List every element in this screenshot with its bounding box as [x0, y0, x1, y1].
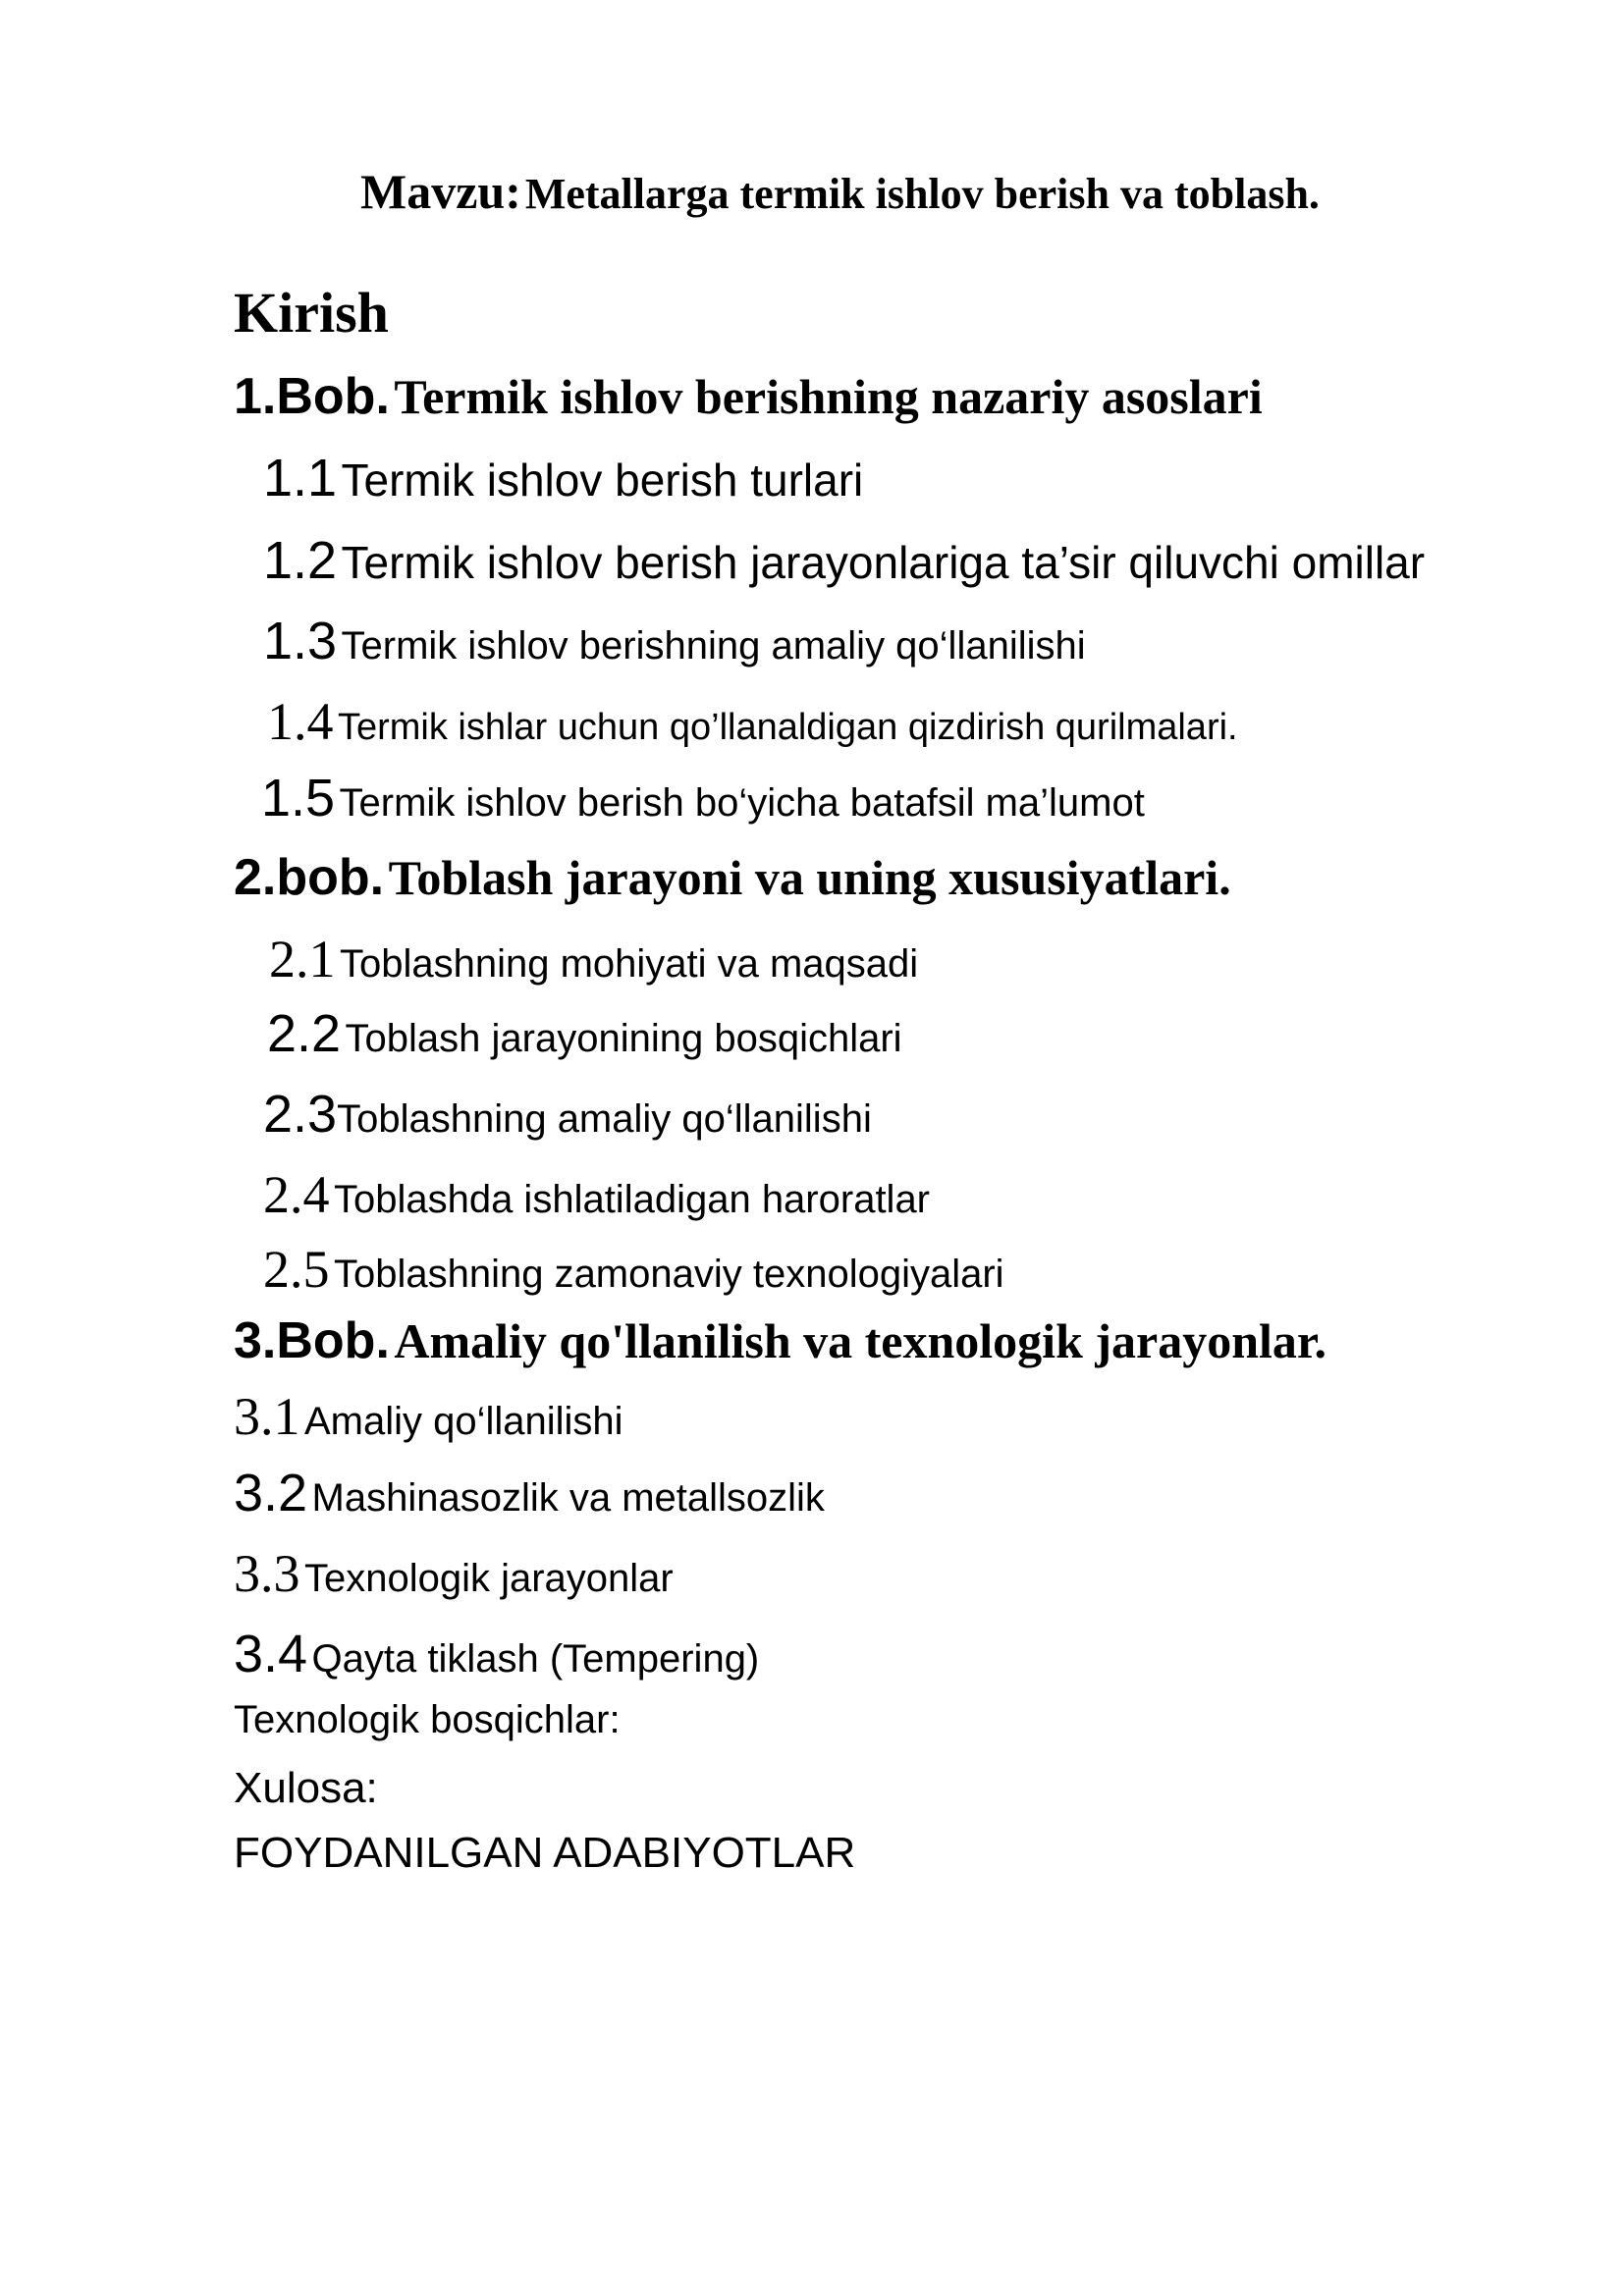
technology-stages-line: Texnologik bosqichlar: [234, 1698, 621, 1741]
section-title: Toblashda ishlatiladigan haroratlar [333, 1178, 931, 1221]
toc-entry [263, 1240, 1004, 1299]
references-heading: FOYDANILGAN ADABIYOTLAR [234, 1829, 856, 1877]
section-title: Termik ishlar uchun qo’llanaldigan qizdirish qurilmalari. [337, 707, 1238, 748]
toc-entry [234, 1387, 623, 1446]
chapter-title: Toblash jarayoni va uning xususiyatlari. [388, 850, 1231, 905]
chapter-heading [234, 1312, 1327, 1369]
section-number: 2.2 [267, 1004, 342, 1063]
section-title: Toblashning amaliy qo‘llanilishi [337, 1097, 872, 1141]
title-text: Metallarga termik ishlov berish va toblash. [524, 170, 1320, 218]
section-title: Toblashning zamonaviy texnologiyalari [333, 1253, 1004, 1296]
conclusion-heading: Xulosa: [234, 1764, 378, 1812]
section-number: 1.5 [261, 769, 336, 828]
section-title: Toblash jarayonining bosqichlari [345, 1017, 902, 1060]
section-number: 2.3 [263, 1085, 338, 1144]
toc-entry [234, 1544, 674, 1603]
document-title [360, 164, 1320, 219]
chapter-number: 1.Bob. [234, 368, 390, 425]
chapter-title: Termik ishlov berishning nazariy asoslari [394, 369, 1263, 424]
chapter-title: Amaliy qo'llanilish va texnologik jarayonlar. [394, 1313, 1327, 1368]
section-number: 1.2 [263, 531, 338, 590]
section-title: Toblashning mohiyati va maqsadi [339, 942, 919, 986]
section-number: 3.1 [234, 1387, 300, 1446]
section-number: 2.5 [263, 1240, 330, 1299]
toc-entry [263, 1165, 931, 1224]
toc-entry [263, 449, 864, 507]
section-number: 2.1 [269, 930, 336, 988]
section-title: Termik ishlov berish bo‘yicha batafsil ma’lumot [339, 781, 1145, 825]
section-title: Termik ishlov berish jarayonlariga ta’sir qiluvchi omillar [341, 537, 1426, 588]
toc-entry [267, 1004, 902, 1063]
intro-heading: Kirish [234, 281, 389, 345]
toc-entry [263, 1085, 872, 1144]
chapter-number: 2.bob. [234, 849, 385, 906]
section-number: 1.4 [267, 692, 334, 751]
section-title: Texnologik jarayonlar [303, 1557, 674, 1600]
section-title: Qayta tiklash (Tempering) [311, 1637, 760, 1681]
section-number: 1.1 [263, 449, 338, 507]
section-number: 1.3 [263, 612, 338, 670]
toc-entry [263, 531, 1426, 590]
section-title: Termik ishlov berish turlari [341, 454, 864, 506]
toc-entry [263, 612, 1086, 670]
section-number: 2.4 [263, 1165, 330, 1224]
section-number: 3.4 [234, 1625, 308, 1683]
toc-entry [234, 1625, 760, 1683]
section-number: 3.3 [234, 1544, 300, 1603]
toc-entry [234, 1464, 825, 1522]
section-number: 3.2 [234, 1464, 308, 1522]
chapter-heading [234, 368, 1263, 425]
section-title: Amaliy qo‘llanilishi [303, 1400, 623, 1443]
toc-entry [269, 930, 919, 988]
section-title: Termik ishlov berishning amaliy qo‘llanilishi [341, 624, 1086, 667]
chapter-heading [234, 849, 1231, 906]
chapter-number: 3.Bob. [234, 1312, 390, 1369]
toc-entry [261, 769, 1145, 828]
section-title: Mashinasozlik va metallsozlik [311, 1476, 825, 1520]
toc-entry [267, 692, 1238, 751]
title-label: Mavzu: [360, 164, 521, 219]
